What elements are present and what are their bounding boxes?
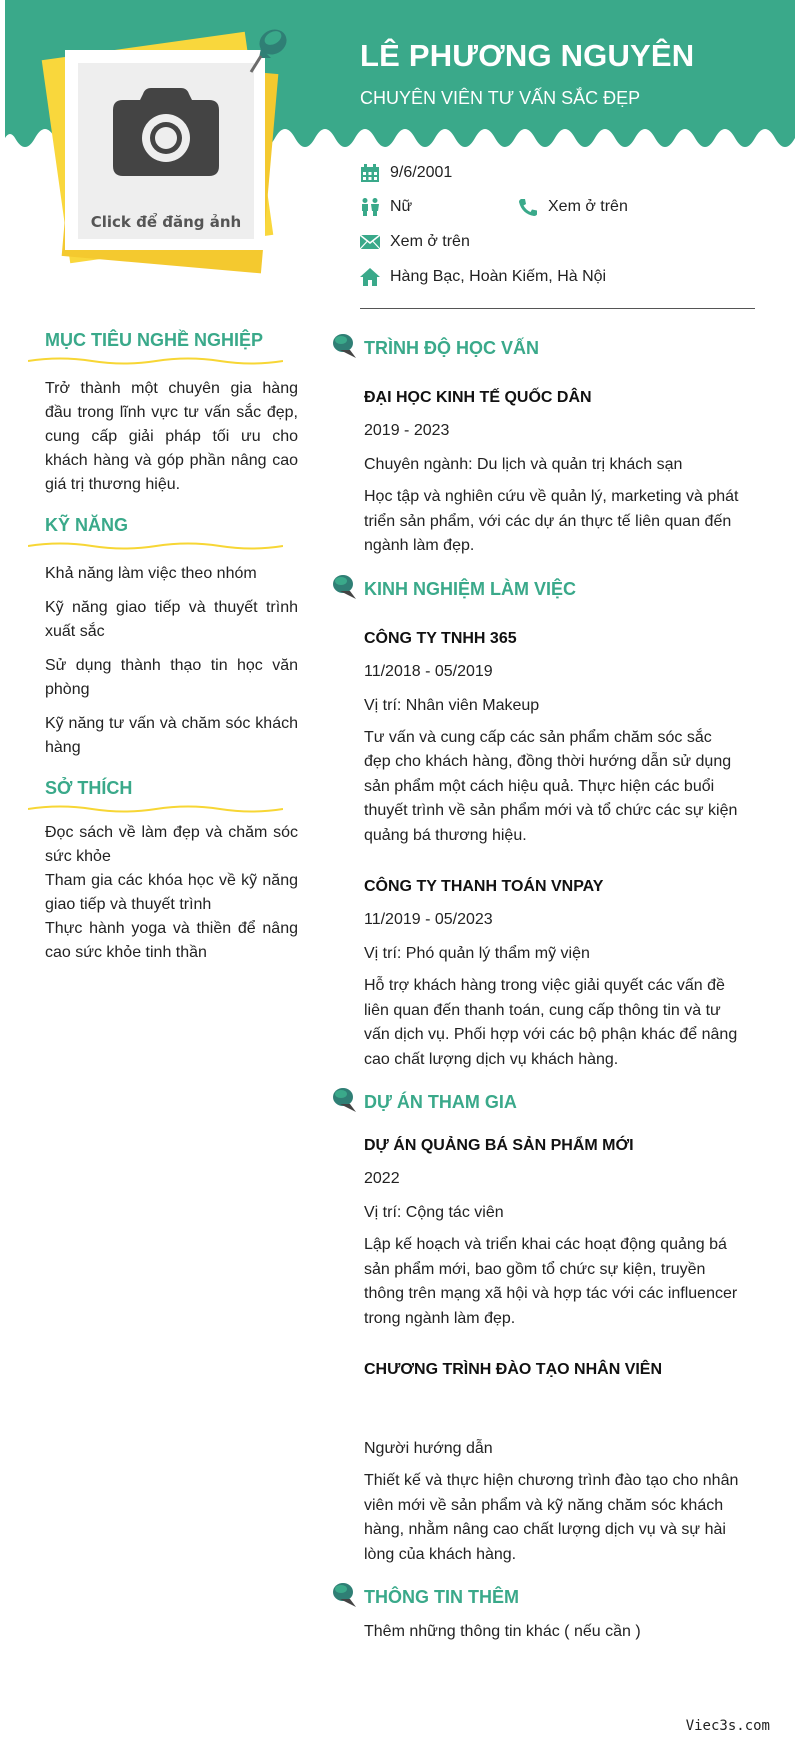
hobby-item[interactable]: Thực hành yoga và thiền để nâng cao sức khỏe tinh thần — [45, 920, 298, 961]
project-period[interactable]: 2022 — [364, 1170, 400, 1187]
experience-header — [330, 579, 750, 600]
experience-title[interactable]: KINH NGHIỆM LÀM VIỆC — [364, 578, 577, 599]
job-desc[interactable]: Hỗ trợ khách hàng trong việc giải quyết các vấn đề liên quan đến thanh toán, cung cấp thông tin và tư vấn dịch vụ. Phối hợp với các bộ phận khác để nâng cao chất lượng dịch vụ khách hàng. — [364, 977, 738, 1068]
candidate-name[interactable]: LÊ PHƯƠNG NGUYÊN — [360, 38, 695, 73]
job-position[interactable]: Vị trí: Nhân viên Makeup — [364, 696, 540, 714]
email-value[interactable]: Xem ở trên — [390, 233, 470, 250]
home-icon — [360, 268, 380, 286]
left-column — [28, 330, 298, 965]
education-header — [330, 338, 750, 359]
pushpin-icon — [330, 332, 358, 362]
wave-underline — [28, 355, 283, 367]
upload-photo-label: Click để đăng ảnh — [90, 213, 242, 231]
camera-icon — [113, 88, 219, 176]
skill-item[interactable]: Kỹ năng tư vấn và chăm sóc khách hàng — [45, 715, 298, 756]
phone-value[interactable]: Xem ở trên — [548, 198, 628, 215]
project-name[interactable]: CHƯƠNG TRÌNH ĐÀO TẠO NHÂN VIÊN — [364, 1361, 663, 1378]
education-period[interactable]: 2019 - 2023 — [364, 422, 450, 439]
project-period[interactable] — [330, 1391, 750, 1415]
project-desc[interactable]: Lập kế hoạch và triển khai các hoạt động quảng bá sản phẩm mới, bao gồm tổ chức sự kiện, truyền thông trên mạng xã hội và hợp tác với các influencer trong ngành làm đẹp. — [364, 1236, 738, 1327]
pushpin-icon — [247, 24, 291, 76]
calendar-icon — [360, 164, 380, 182]
skills-title[interactable]: KỸ NĂNG — [45, 515, 129, 535]
objective-title[interactable]: MỤC TIÊU NGHỀ NGHIỆP — [45, 330, 264, 350]
job-title[interactable]: CHUYÊN VIÊN TƯ VẤN SẮC ĐẸP — [360, 88, 641, 108]
address-value[interactable]: Hàng Bạc, Hoàn Kiếm, Hà Nội — [390, 268, 607, 285]
hobbies-title[interactable]: SỞ THÍCH — [45, 778, 133, 798]
contact-email — [360, 233, 470, 251]
job-position[interactable]: Vị trí: Phó quản lý thẩm mỹ viện — [364, 945, 590, 962]
wave-underline — [28, 803, 283, 815]
objective-section — [28, 330, 298, 497]
photo-area — [40, 30, 280, 280]
job-desc[interactable]: Tư vấn và cung cấp các sản phẩm chăm sóc sắc đẹp cho khách hàng, đồng thời hướng dẫn sử dụng sản phẩm một cách hiệu quả. Thực hiện các buổi thuyết trình về sản phẩm mới và tổ chức các sự kiện quảng bá thương hiệu. — [364, 728, 738, 844]
gender-value[interactable]: Nữ — [390, 198, 413, 215]
school-name[interactable]: ĐẠI HỌC KINH TẾ QUỐC DÂN — [364, 389, 592, 406]
wave-underline — [28, 540, 283, 552]
upload-photo-button[interactable] — [78, 63, 254, 239]
education-desc[interactable]: Học tập và nghiên cứu về quản lý, marketing và phát triển sản phẩm, với các dự án thực tế liên quan đến ngành làm đẹp. — [364, 488, 739, 554]
contact-gender — [360, 198, 412, 216]
extra-header — [330, 1587, 750, 1608]
project-role[interactable]: Vị trí: Cộng tác viên — [364, 1204, 504, 1221]
envelope-icon — [360, 233, 380, 251]
job-period[interactable]: 11/2018 - 05/2019 — [364, 662, 493, 680]
hobby-item[interactable]: Tham gia các khóa học về kỹ năng giao tiếp và thuyết trình — [45, 872, 298, 913]
education-major[interactable]: Chuyên ngành: Du lịch và quản trị khách sạn — [364, 456, 683, 473]
objective-text[interactable]: Trở thành một chuyên gia hàng đầu trong lĩnh vực tư vấn sắc đẹp, cung cấp giải pháp tối ưu cho khách hàng và góp phần nâng cao giá trị thương hiệu. — [45, 380, 298, 493]
hobbies-section — [28, 778, 298, 965]
birthday-value[interactable]: 9/6/2001 — [390, 164, 453, 181]
extra-text[interactable]: Thêm những thông tin khác ( nếu cần ) — [364, 1623, 641, 1640]
project-name[interactable]: DỰ ÁN QUẢNG BÁ SẢN PHẨM MỚI — [364, 1137, 634, 1154]
skill-item[interactable]: Sử dụng thành thạo tin học văn phòng — [45, 657, 298, 698]
extra-title[interactable]: THÔNG TIN THÊM — [364, 1587, 519, 1607]
education-title[interactable]: TRÌNH ĐỘ HỌC VẤN — [364, 338, 539, 358]
project-desc[interactable]: Thiết kế và thực hiện chương trình đào tạo cho nhân viên mới về sản phẩm và kỹ năng chăm sóc khách hàng, nhằm nâng cao chất lượng dịch vụ và sự hài lòng của khách hàng. — [364, 1472, 739, 1563]
contact-birthday — [360, 164, 452, 182]
right-column — [330, 338, 750, 1644]
projects-header — [330, 1092, 750, 1113]
phone-icon — [518, 198, 538, 216]
pushpin-icon — [330, 573, 358, 603]
hobby-item[interactable]: Đọc sách về làm đẹp và chăm sóc sức khỏe — [45, 824, 298, 865]
contact-divider — [360, 308, 755, 309]
skills-section — [28, 515, 298, 760]
pushpin-icon — [330, 1581, 358, 1611]
gender-icon — [360, 198, 380, 216]
job-period[interactable]: 11/2019 - 05/2023 — [364, 911, 493, 928]
projects-title[interactable]: DỰ ÁN THAM GIA — [364, 1092, 517, 1112]
contact-address — [360, 268, 606, 286]
watermark: Viec3s.com — [685, 1718, 770, 1734]
skill-item[interactable]: Kỹ năng giao tiếp và thuyết trình xuất sắc — [45, 599, 298, 640]
project-role[interactable]: Người hướng dẫn — [364, 1440, 493, 1457]
company-name[interactable]: CÔNG TY THANH TOÁN VNPAY — [364, 878, 604, 895]
contact-phone — [518, 198, 628, 216]
pushpin-icon — [330, 1086, 358, 1116]
skill-item[interactable]: Khả năng làm việc theo nhóm — [45, 565, 257, 582]
company-name[interactable]: CÔNG TY TNHH 365 — [364, 629, 517, 647]
